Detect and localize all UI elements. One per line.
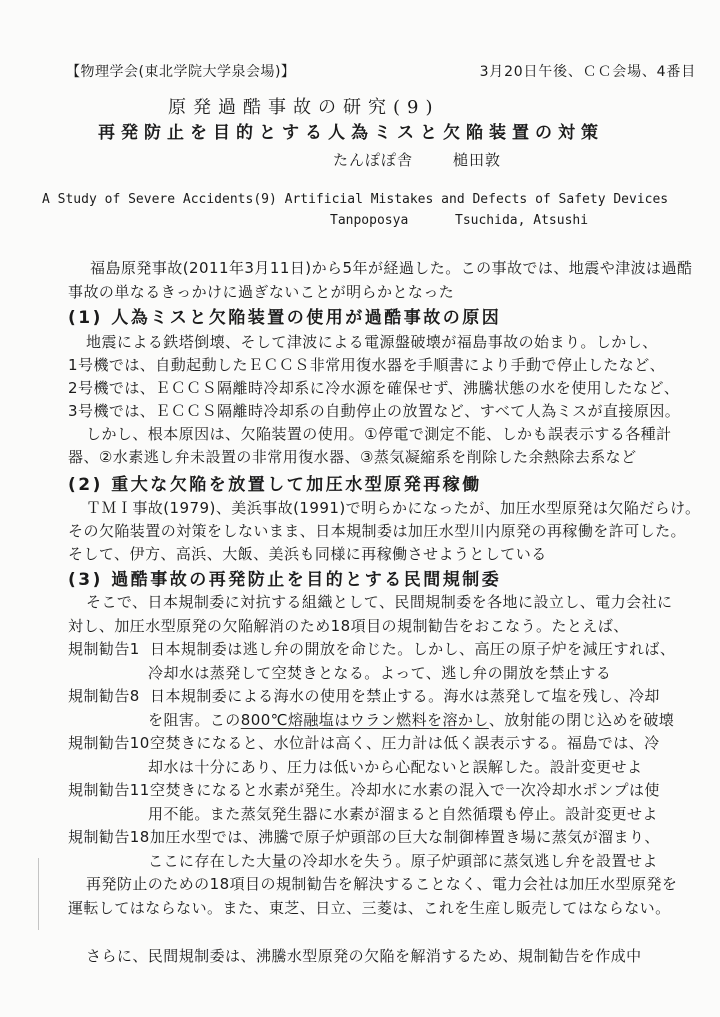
section-line: そこで、日本規制委に対抗する組織として、民間規制委を各地に設立し、電力会社に xyxy=(86,593,673,611)
section-line: ＴＭＩ事故(1979)、美浜事故(1991)で明らかになったが、加圧水型原発は欠陥だらけ。 xyxy=(86,499,701,517)
recommendation-text: 却水は十分にあり、圧力は低いから心配ないと誤解した。設計変更せよ xyxy=(148,757,643,776)
recommendation-text: 日本規制委による海水の使用を禁止する。海水は蒸発して塩を残し、冷却 xyxy=(150,687,660,705)
section-heading: (1) 人為ミスと欠陥装置の使用が過酷事故の原因 xyxy=(68,308,502,328)
recommendation-text: ここに存在した大量の冷却水を失う。原子炉頭部に蒸気逃し弁を設置せよ xyxy=(148,851,658,870)
final-line: さらに、民間規制委は、沸騰水型原発の欠陥を解消するため、規制勧告を作成中 xyxy=(86,947,642,965)
english-title: A Study of Severe Accidents(9) Artificial Mistakes and Defects of Safety Devices xyxy=(42,192,669,207)
english-affiliation: Tanpoposya xyxy=(330,213,409,228)
recommendation xyxy=(68,826,677,850)
recommendation xyxy=(68,638,677,662)
section-line: しかし、根本原因は、欠陥装置の使用。①停電で測定不能、しかも誤表示する各種計 xyxy=(86,425,672,443)
paper-title: 原発過酷事故の研究(9) xyxy=(168,97,440,118)
section-2-body xyxy=(68,497,700,566)
section-line: 地震による鉄塔倒壊、そして津波による電源盤破壊が福島事故の始まり。しかし、 xyxy=(86,333,658,351)
recommendation-text xyxy=(68,709,677,733)
recommendation-label: 規制勧告11 xyxy=(68,781,150,799)
recommendation xyxy=(68,779,677,803)
underlined-phrase: 800℃熔融塩はウラン燃料を溶かし xyxy=(240,710,489,729)
recommendation-label: 規制勧告8 xyxy=(68,687,140,705)
author-affiliation: たんぽぽ舎 xyxy=(333,151,414,169)
closing-line: 再発防止のための18項目の規制勧告を解決することなく、電力会社は加圧水型原発を xyxy=(86,875,678,893)
final-paragraph xyxy=(68,945,642,968)
conference-venue: 【物理学会(東北学院大学泉会場)】 xyxy=(66,64,296,80)
intro-paragraph xyxy=(68,256,692,304)
intro-line: 福島原発事故(2011年3月11日)から5年が経過した。この事故では、地震や津波は過酷 xyxy=(90,259,693,277)
recommendation-label: 規制勧告18 xyxy=(68,828,150,846)
section-line: 対し、加圧水型原発の欠陥解消のため18項目の規制勧告をおこなう。たとえば、 xyxy=(68,616,629,635)
recommendation-text: 日本規制委は逃し弁の開放を命じた。しかし、高圧の原子炉を減圧すれば、 xyxy=(150,640,676,658)
english-author-name: Tsuchida, Atsushi xyxy=(455,213,589,228)
recommendation-text: 空焚きになると水素が発生。冷却水に水素の混入で一次冷却水ポンプは使 xyxy=(150,781,660,799)
author-name: 槌田敦 xyxy=(453,151,502,169)
section-line: その欠陥装置の対策をしないまま、日本規制委は加圧水型川内原発の再稼働を許可した。 xyxy=(68,522,687,540)
section-line: そして、伊方、高浜、大飯、美浜も同様に再稼働させようとしている xyxy=(68,545,547,563)
section-3-body xyxy=(68,591,677,920)
section-heading: (3) 過酷事故の再発防止を目的とする民間規制委 xyxy=(68,570,502,590)
section-line: 器、②水素逃し弁未設置の非常用復水器、③蒸気凝縮系を削除した余熱除去系など xyxy=(68,448,637,466)
text-segment: 、放射能の閉じ込めを破壊 xyxy=(488,710,675,729)
section-line: 2号機では、ＥＣＣＳ隔離時冷却系に冷水源を確保せず、沸騰状態の水を使用したなど、 xyxy=(68,379,680,397)
section-line: 1号機では、自動起動したＥＣＣＳ非常用復水器を手順書により手動で停止したなど、 xyxy=(68,356,666,374)
pencil-mark xyxy=(38,858,39,930)
intro-line: 事故の単なるきっかけに過ぎないことが明らかとなった xyxy=(68,283,455,301)
section-1-body xyxy=(68,331,680,469)
recommendation-label: 規制勧告10 xyxy=(68,734,150,752)
recommendation-text: 用不能。また蒸気発生器に水素が溜まると自然循環も停止。設計変更せよ xyxy=(148,804,658,823)
recommendation xyxy=(68,685,677,709)
section-heading: (2) 重大な欠陥を放置して加圧水型原発再稼働 xyxy=(68,475,482,495)
recommendation-label: 規制勧告1 xyxy=(68,640,140,658)
closing-line: 運転してはならない。また、東芝、日立、三菱は、これを生産し販売してはならない。 xyxy=(68,898,671,917)
paper-subtitle: 再発防止を目的とする人為ミスと欠陥装置の対策 xyxy=(98,123,604,143)
recommendation-text: 加圧水型では、沸騰で原子炉頭部の巨大な制御棒置き場に蒸気が溜まり、 xyxy=(150,828,660,846)
section-line: 3号機では、ＥＣＣＳ隔離時冷却系の自動停止の放置など、すべて人為ミスが直接原因。 xyxy=(68,402,681,420)
recommendation-text: 空焚きになると、水位計は高く、圧力計は低く誤表示する。福島では、冷 xyxy=(150,734,660,752)
recommendation-text: 冷却水は蒸発して空焚きとなる。よって、逃し弁の開放を禁止する xyxy=(148,663,612,682)
recommendation xyxy=(68,732,677,756)
session-info: 3月20日午後、ＣＣ会場、4番目 xyxy=(479,64,696,80)
text-segment: を阻害。この xyxy=(148,710,241,729)
